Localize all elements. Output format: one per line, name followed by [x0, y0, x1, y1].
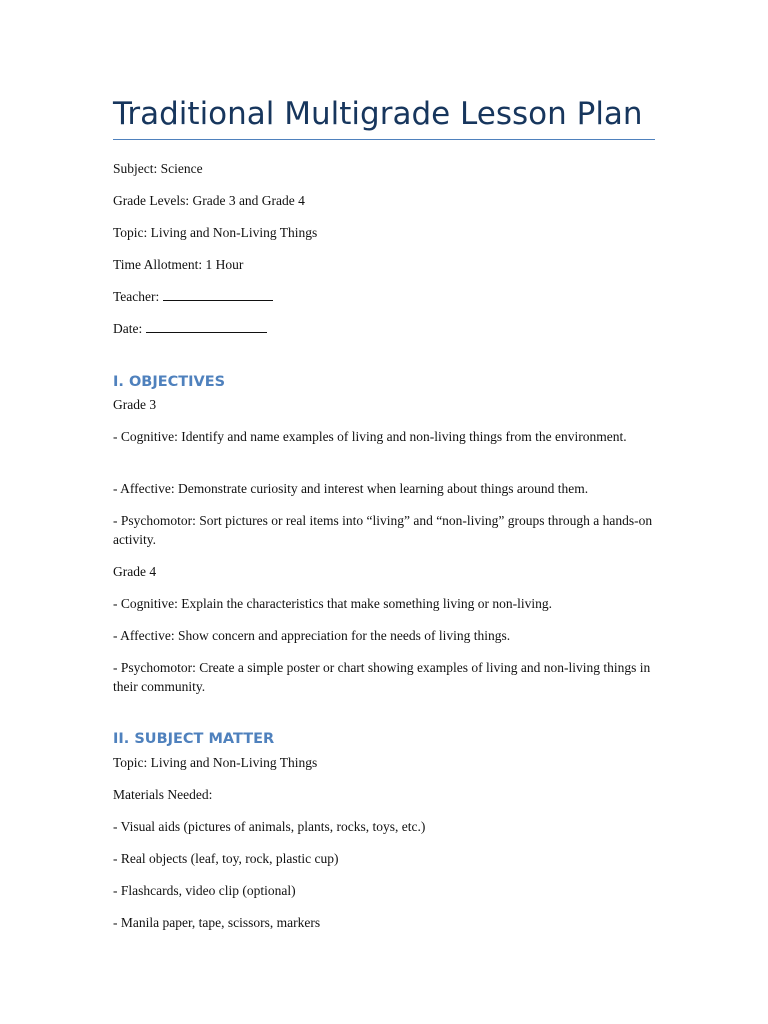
material-item: - Visual aids (pictures of animals, plants, rocks, toys, etc.): [113, 819, 426, 834]
time-allotment-field: Time Allotment: 1 Hour: [113, 257, 244, 272]
date-label: Date:: [113, 321, 143, 336]
grade4-psychomotor: - Psychomotor: Create a simple poster or chart showing examples of living and non-living things in their community.: [113, 660, 651, 694]
objectives-heading: I. OBJECTIVES: [113, 374, 226, 390]
subject-matter-topic: Topic: Living and Non-Living Things: [113, 755, 318, 770]
grade4-label: Grade 4: [113, 564, 157, 579]
subject-field: Subject: Science: [113, 161, 203, 176]
grade4-cognitive: - Cognitive: Explain the characteristics that make something living or non-living.: [113, 596, 553, 611]
grade3-label: Grade 3: [113, 397, 157, 412]
material-item: - Real objects (leaf, toy, rock, plastic cup): [113, 851, 339, 866]
document-title: Traditional Multigrade Lesson Plan: [113, 96, 643, 132]
teacher-blank-line: [163, 288, 273, 301]
grade3-affective: - Affective: Demonstrate curiosity and interest when learning about things around them.: [113, 481, 589, 496]
topic-field: Topic: Living and Non-Living Things: [113, 225, 318, 240]
material-item: - Manila paper, tape, scissors, markers: [113, 915, 321, 930]
title-underline: [113, 139, 655, 140]
grade3-psychomotor: - Psychomotor: Sort pictures or real items into “living” and “non-living” groups through a hands-on activity.: [113, 513, 653, 547]
grade3-cognitive: - Cognitive: Identify and name examples of living and non-living things from the environment.: [113, 429, 627, 444]
material-item: - Flashcards, video clip (optional): [113, 883, 296, 898]
subject-matter-heading: II. SUBJECT MATTER: [113, 731, 275, 747]
date-blank-line: [146, 320, 267, 333]
date-field: [113, 319, 653, 338]
teacher-label: Teacher:: [113, 289, 160, 304]
teacher-field: [113, 287, 653, 306]
grade-levels-field: Grade Levels: Grade 3 and Grade 4: [113, 193, 305, 208]
grade4-affective: - Affective: Show concern and appreciation for the needs of living things.: [113, 628, 511, 643]
materials-label: Materials Needed:: [113, 787, 213, 802]
